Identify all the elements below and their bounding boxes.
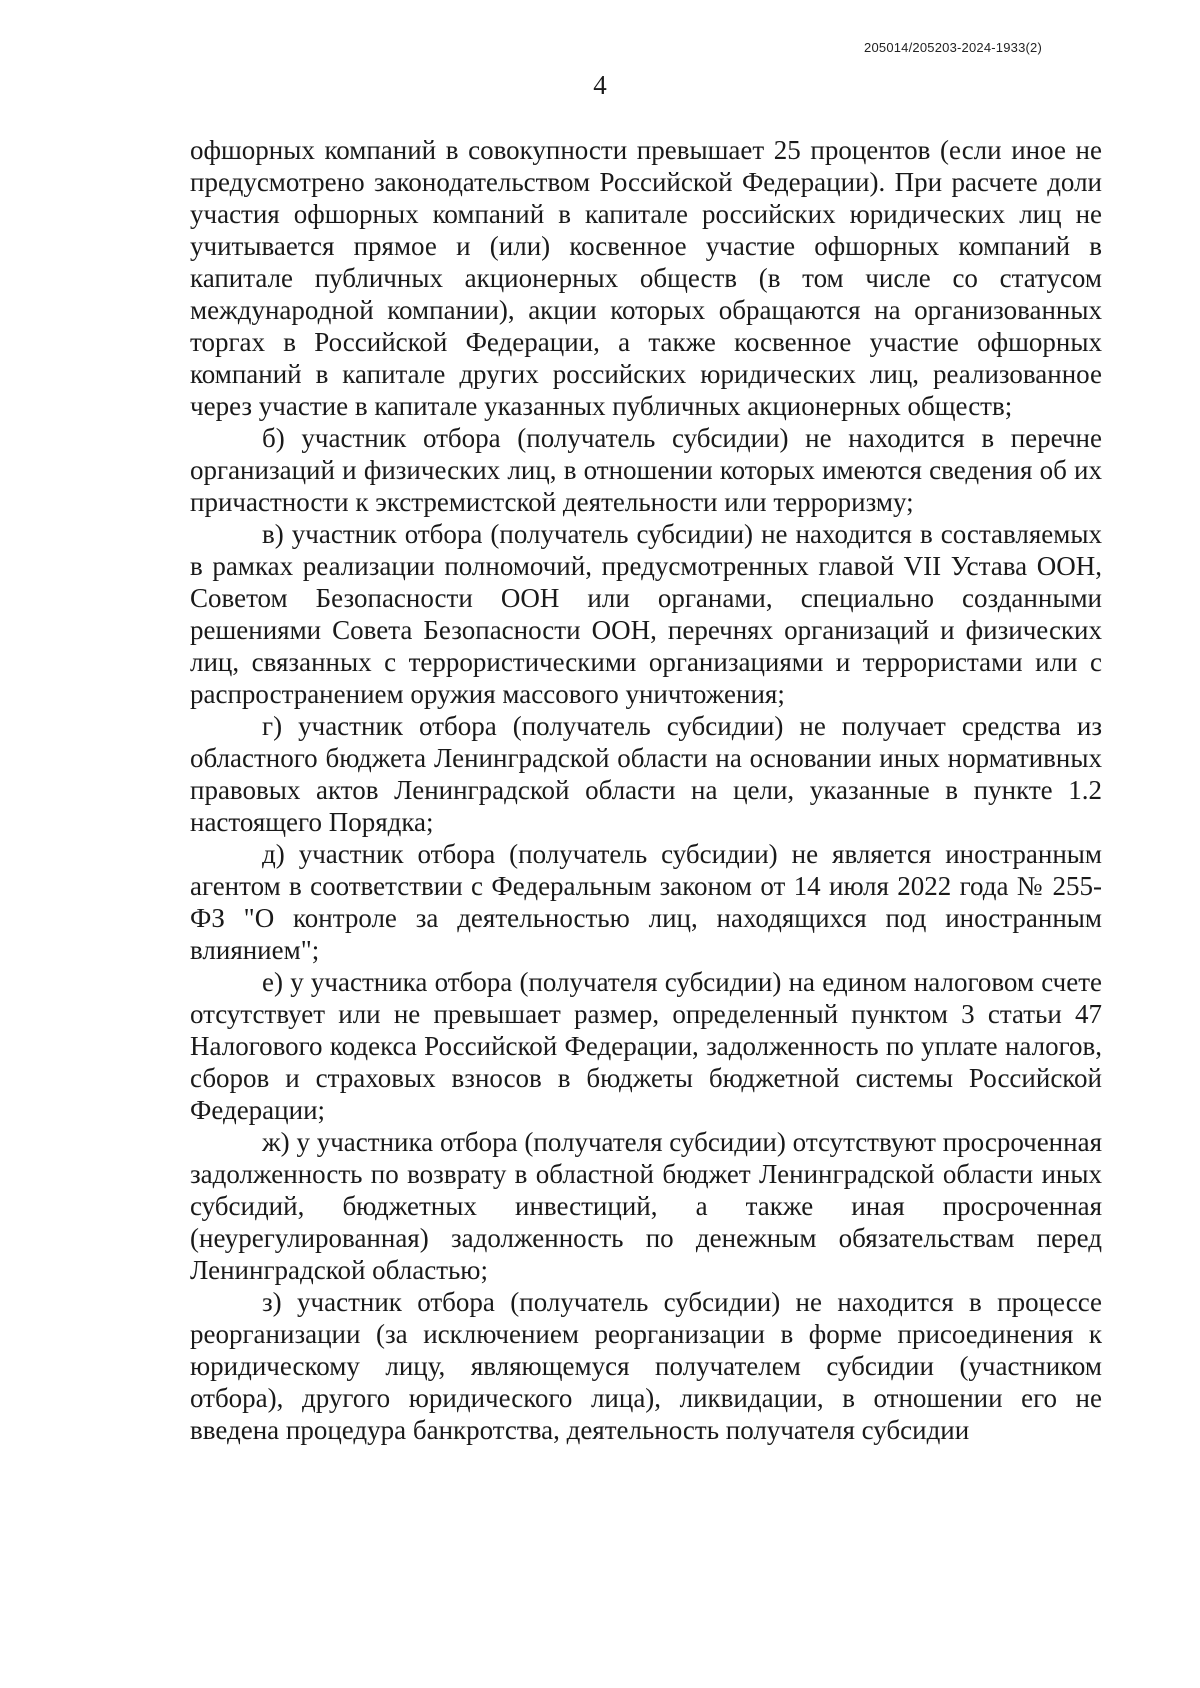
document-id: 205014/205203-2024-1933(2) bbox=[864, 40, 1042, 55]
page-body bbox=[190, 134, 1102, 1446]
paragraph-continuation: офшорных компаний в совокупности превышает 25 процентов (если иное не предусмотрено законодательством Российской Федерации). При расчете доли участия офшорных компаний в капитале российских юридических лиц не учитывается прямое и (или) косвенное участие офшорных компаний в капитале публичных акционерных обществ (в том числе со статусом международной компании), акции которых обращаются на организованных торгах в Российской Федерации, а также косвенное участие офшорных компаний в капитале других российских юридических лиц, реализованное через участие в капитале указанных публичных акционерных обществ; bbox=[190, 135, 1102, 421]
paragraph-item-b: б) участник отбора (получатель субсидии) не находится в перечне организаций и физических лиц, в отношении которых имеются сведения об их причастности к экстремистской деятельности или терроризму; bbox=[190, 423, 1102, 517]
paragraph-item-e: е) у участника отбора (получателя субсидии) на едином налоговом счете отсутствует или не превышает размер, определенный пунктом 3 статьи 47 Налогового кодекса Российской Федерации, задолженность по уплате налогов, сборов и страховых взносов в бюджеты бюджетной системы Российской Федерации; bbox=[190, 967, 1102, 1125]
paragraph-item-z: з) участник отбора (получатель субсидии) не находится в процессе реорганизации (за исключением реорганизации в форме присоединения к юридическому лицу, являющемуся получателем субсидии (участником отбора), другого юридического лица), ликвидации, в отношении его не введена процедура банкротства, деятельность получателя субсидии bbox=[190, 1287, 1102, 1445]
paragraph-item-d: д) участник отбора (получатель субсидии) не является иностранным агентом в соответствии с Федеральным законом от 14 июля 2022 года № 255-ФЗ "О контроле за деятельностью лиц, находящихся под иностранным влиянием"; bbox=[190, 839, 1102, 965]
paragraph-item-zh: ж) у участника отбора (получателя субсидии) отсутствуют просроченная задолженность по возврату в областной бюджет Ленинградской области иных субсидий, бюджетных инвестиций, а также иная просроченная (неурегулированная) задолженность по денежным обязательствам перед Ленинградской областью; bbox=[190, 1127, 1102, 1285]
page-number: 4 bbox=[593, 70, 607, 100]
paragraph-item-v: в) участник отбора (получатель субсидии) не находится в составляемых в рамках реализации полномочий, предусмотренных главой VII Устава ООН, Советом Безопасности ООН или органами, специально созданными решениями Совета Безопасности ООН, перечнях организаций и физических лиц, связанных с террористическими организациями и террористами или с распространением оружия массового уничтожения; bbox=[190, 519, 1102, 709]
paragraph-item-g: г) участник отбора (получатель субсидии) не получает средства из областного бюджета Ленинградской области на основании иных нормативных правовых актов Ленинградской области на цели, указанные в пункте 1.2 настоящего Порядка; bbox=[190, 711, 1102, 837]
